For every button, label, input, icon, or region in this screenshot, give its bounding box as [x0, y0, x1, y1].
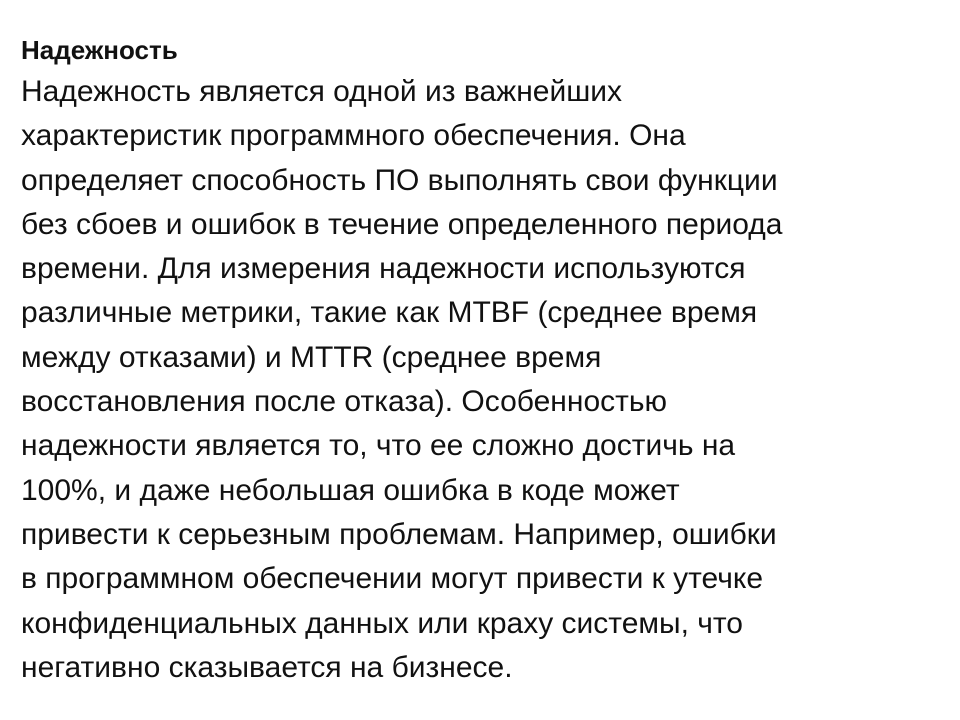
body-line: Надежность является одной из важнейших [21, 75, 623, 108]
body-line: 100%, и даже небольшая ошибка в коде может [21, 473, 680, 507]
slide-title: Надежность [21, 35, 178, 65]
body-line: привести к серьезным проблемам. Например, ошибки [21, 517, 777, 551]
body-line: без сбоев и ошибок в течение определенного периода [21, 207, 783, 241]
body-line: в программном обеспечении могут привести к утечке [21, 562, 764, 596]
body-line: конфиденциальных данных или краху системы, что [21, 606, 743, 640]
slide-content [21, 30, 951, 690]
body-line: надежности является то, что ее сложно достичь на [21, 429, 736, 463]
body-line: определяет способность ПО выполнять свои функции [21, 163, 778, 197]
body-line: негативно сказывается на бизнесе. [21, 650, 513, 684]
body-line: различные метрики, такие как MTBF (среднее время [21, 296, 758, 330]
slide-body [21, 70, 951, 690]
body-line: характеристик программного обеспечения. Она [21, 119, 686, 153]
body-line: времени. Для измерения надежности используются [21, 252, 746, 286]
body-line: между отказами) и MTTR (среднее время [21, 340, 602, 374]
body-line: восстановления после отказа). Особенностью [21, 385, 667, 419]
